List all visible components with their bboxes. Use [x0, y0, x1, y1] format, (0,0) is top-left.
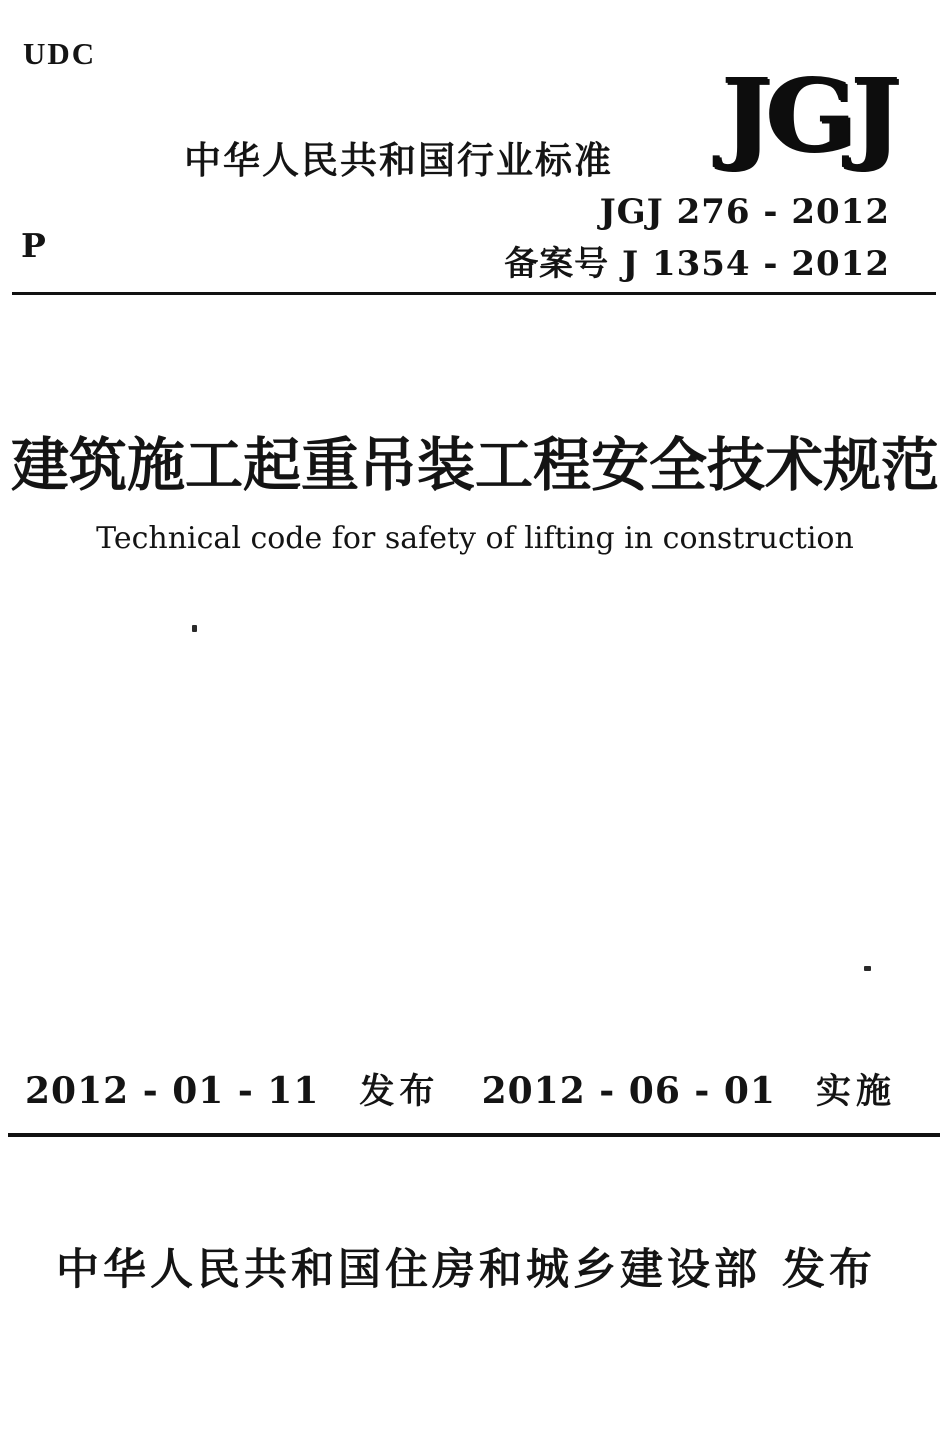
- scan-speck: [192, 625, 197, 632]
- issue-label: 发布: [359, 1072, 440, 1111]
- effective-date: 2012 - 06 - 01: [481, 1070, 776, 1112]
- standard-number: JGJ 276 - 2012: [599, 192, 890, 232]
- issue-date-group: [25, 1064, 439, 1114]
- bottom-divider-line: [8, 1133, 940, 1137]
- scan-speck: [864, 966, 871, 971]
- issue-date: 2012 - 01 - 11: [25, 1070, 320, 1112]
- record-number: 备案号 J 1354 - 2012: [504, 244, 890, 284]
- publisher-row: [56, 1236, 876, 1297]
- date-row: [25, 1064, 896, 1114]
- document-title-english: Technical code for safety of lifting in construction: [96, 521, 854, 556]
- standard-type-heading: 中华人民共和国行业标准: [184, 140, 613, 181]
- effective-date-group: [482, 1064, 896, 1114]
- jgj-logo: JGJ: [720, 57, 894, 174]
- top-divider-line: [12, 292, 936, 295]
- classification-code: P: [21, 226, 46, 265]
- udc-label: UDC: [23, 36, 97, 71]
- effective-label: 实施: [815, 1072, 896, 1111]
- publisher-name: 中华人民共和国住房和城乡建设部: [56, 1246, 761, 1294]
- publish-label: 发布: [782, 1246, 876, 1294]
- document-title-chinese: 建筑施工起重吊装工程安全技术规范: [10, 431, 939, 499]
